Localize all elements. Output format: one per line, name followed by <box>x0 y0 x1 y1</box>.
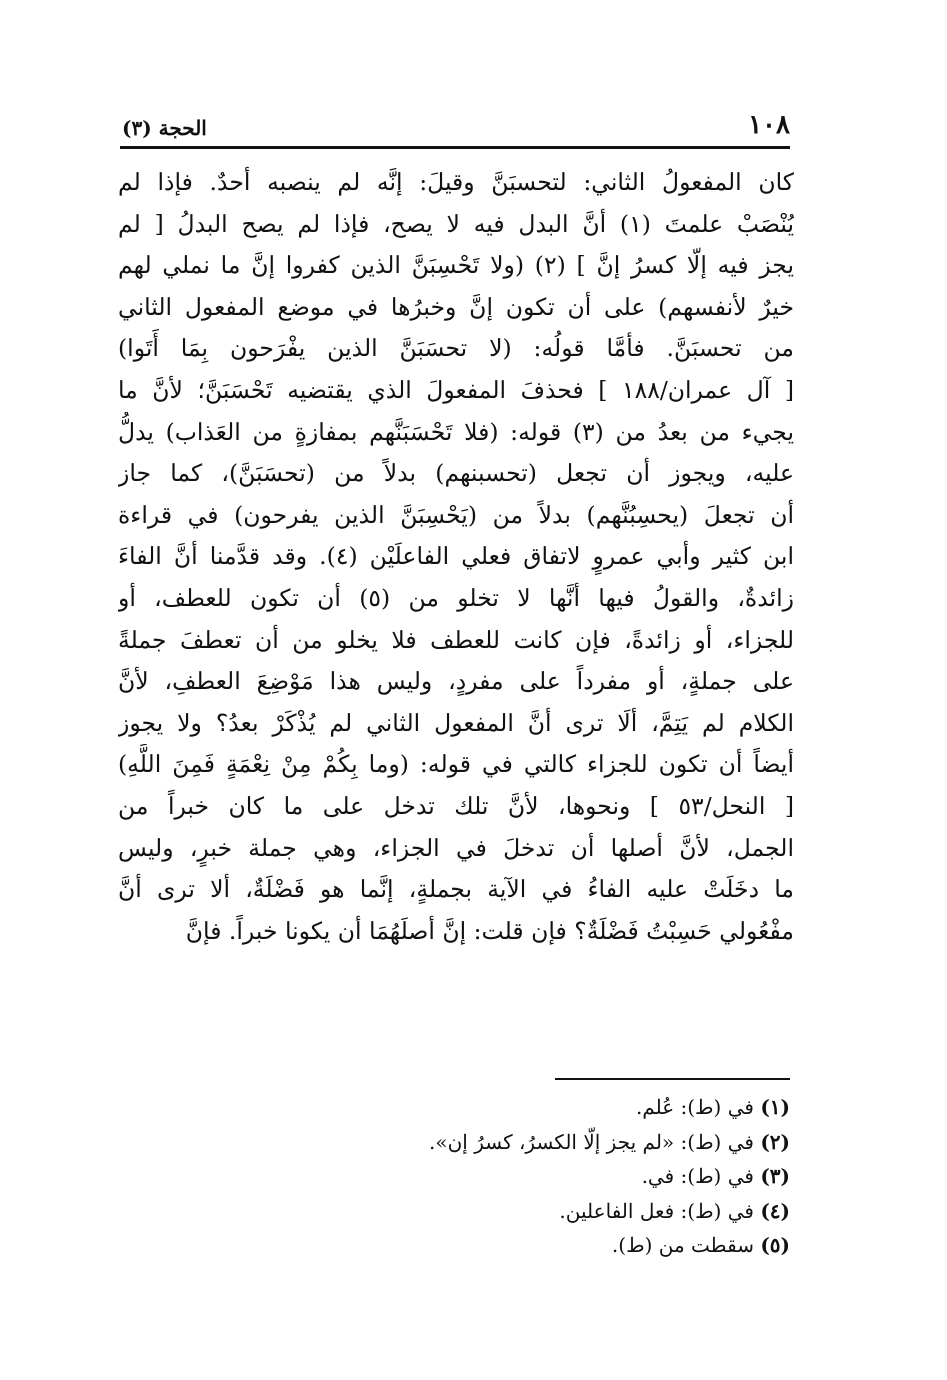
text-line: يجيء من بعدُ من (٣) قوله: (فلا تَحْسَبَنَّهم بمفازةٍ من العَذاب) يدلُّ <box>118 417 794 446</box>
footnote <box>300 1090 790 1125</box>
text-line: من تحسبَنَّ. فأمَّا قولُه: (لا تحسَبَنَّ الذين يفْرَحون بِمَا أَتَوا) <box>118 334 794 363</box>
footnote-number: (١) <box>760 1095 790 1119</box>
footnote-text: سقطت من (ط). <box>611 1233 754 1257</box>
text-line: كان المفعولُ الثاني: لتحسبَنَّ وقيلَ: إنَّه لم ينصبه أحدٌ. فإذا لم <box>118 168 794 196</box>
running-title: الحجة (٣) <box>122 116 207 140</box>
footnote <box>300 1228 790 1263</box>
text-line: الكلام لم يَتِمَّ، ألَا ترى أنَّ المفعول الثاني لم يُذْكَرْ بعدُ؟ ولا يجوز <box>118 708 794 737</box>
footnote <box>300 1159 790 1194</box>
footnote-number: (٤) <box>760 1198 790 1223</box>
text-line: خيرٌ لأنفسهم) على أن تكون إنَّ وخبرُها في موضع المفعول الثاني <box>118 292 794 321</box>
footnote-text: في (ط): «لم يجز إلّا الكسرُ، كسرُ إن». <box>429 1129 754 1154</box>
header-rule <box>120 146 790 149</box>
text-line: [ النحل/٥٣ ] ونحوها، لأنَّ تلك تدخل على ما كان خبراً من <box>118 791 794 820</box>
footnotes <box>300 1090 790 1263</box>
text-line: ما دخَلَتْ عليه الفاءُ في الآية بجملةٍ، إنَّما هو فَضْلَةٌ، ألا ترى أنَّ <box>118 875 794 904</box>
text-line: للجزاء، أو زائدةً، فإن كانت للعطف فلا يخلو من أن تعطفَ جملةً <box>118 625 794 654</box>
text-line: زائدةٌ، والقولُ فيها أنَّها لا تخلو من (٥) أن تكون للعطف، أو <box>118 583 794 612</box>
text-line: أيضاً أن تكون للجزاء كالتي في قوله: (وما بِكُمْ مِنْ نِعْمَةٍ فَمِنَ اللَّهِ) <box>118 750 794 779</box>
footnote-text: في (ط): فعل الفاعلين. <box>559 1198 754 1223</box>
text-line: مفْعُولي حَسِبْتُ فَضْلَةٌ؟ فإن قلت: إنَّ أصلَهُمَا أن يكونا خبراً. فإنَّ <box>185 916 794 945</box>
text-line: الجمل، لأنَّ أصلها أن تدخلَ في الجزاء، وهي جملة خبرٍ، وليس <box>118 833 794 862</box>
footnote-rule <box>555 1078 790 1080</box>
footnote-text: في (ط): عُلم. <box>635 1095 754 1119</box>
footnote-number: (٥) <box>760 1233 790 1257</box>
page-number: ١٠٨ <box>748 110 790 140</box>
text-line: [ آل عمران/١٨٨ ] فحذفَ المفعولَ الذي يقتضيه تَحْسَبَنَّ؛ لأنَّ ما <box>118 375 794 404</box>
page-header <box>122 110 790 146</box>
body-text <box>118 162 794 952</box>
footnote-number: (٣) <box>760 1164 790 1188</box>
text-line: على جملةٍ، أو مفرداً على مفردٍ، وليس هذا مَوْضِعَ العطفِ، لأنَّ <box>118 667 794 696</box>
text-line: أن تجعلَ (يحسِبُنَّهم) بدلاً من (يَحْسِبَنَّ الذين يفرحون) في قراءة <box>118 500 794 529</box>
footnote-number: (٢) <box>760 1129 790 1154</box>
text-line: يُنْصَبْ علمتَ (١) أنَّ البدل فيه لا يصح، فإذا لم يصح البدلُ [ لم <box>118 209 794 238</box>
text-line: ابن كثير وأبي عمروٍ لاتفاق فعلي الفاعلَيْن (٤). وقد قدَّمنا أنَّ الفاءَ <box>118 542 794 571</box>
text-line: يجز فيه إلّا كسرُ إنَّ ] (٢) (ولا تَحْسِبَنَّ الذين كفروا إنَّ ما نملي لهم <box>118 251 794 280</box>
footnote-text: في (ط): في. <box>641 1164 754 1188</box>
footnote <box>300 1125 790 1160</box>
text-line: عليه، ويجوز أن تجعل (تحسبنهم) بدلاً من (تحسَبَنَّ)، كما جاز <box>118 459 794 488</box>
footnote <box>300 1194 790 1229</box>
